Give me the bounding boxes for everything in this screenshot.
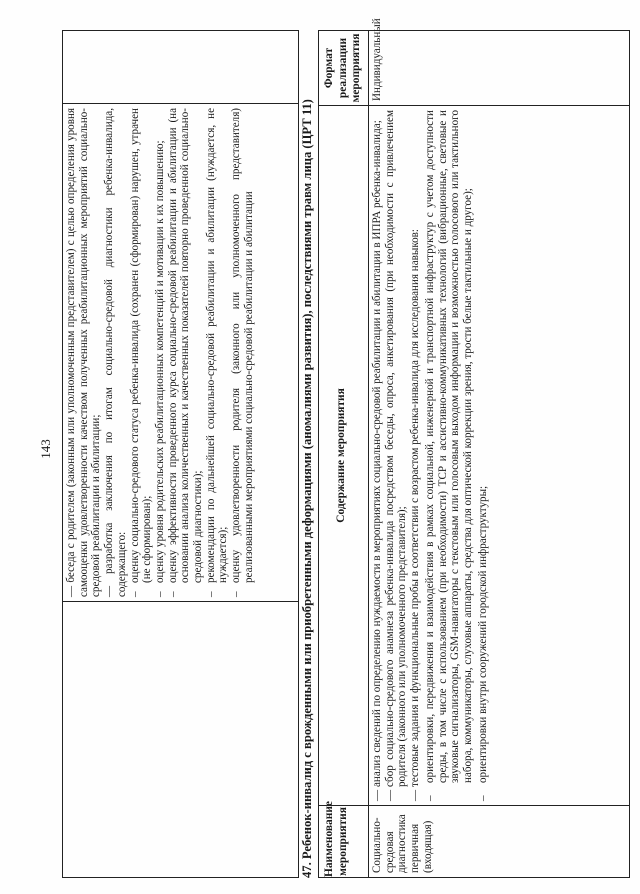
row-format: Индивидуальный xyxy=(371,18,383,101)
sub-item: – оценку эффективности проведенного курса социально-средовой реабилитации и абилитации (на основании анализа количественных и качественных показателей повторно проведенной социально-средовой диагностики); xyxy=(166,108,205,597)
sub-item: – оценку удовлетворенности родителя (законного или уполномоченного представителя) реализованными мероприятиями социально-средовой реабилитации и абилитации xyxy=(230,108,255,597)
header-format: Формат реализации мероприятия xyxy=(323,33,362,103)
content-line: — беседа с родителем (законным или уполномоченным представителем) с целью определения уровня самооценки удовлетворенности качеством полученных реабилитационных мероприятий социально-средовой реабилитации и абилитации; xyxy=(65,108,103,597)
sub-item: – оценку социально-средового статуса ребенка-инвалида (сохранен (сформирован) нарушен, утрачен (не сформирован); xyxy=(128,108,154,597)
table-header-row xyxy=(319,31,369,877)
continuation-format-cell xyxy=(63,31,298,103)
page-number: 143 xyxy=(38,439,53,459)
measures-table xyxy=(318,18,630,878)
row-name: Социально-средовая диагностика первичная (входящая) xyxy=(369,805,629,877)
content-bullet: – ориентировки, передвижения и взаимодействия в рамках социальной, инженерной и транспортной инфраструктур с учетом доступности среды, в том числе с использованием (при необходимости) ТСР и ассистивно-коммуникативных технологий (вибрационные, световые и звуковые сигнализаторы, GSM-навигаторы с текстовым или голосовым выходом информации и возможностью голосового или тактильного набора, коммуникаторы, слуховые аппараты, средства для оптической коррекции зрения, трости белые тактильные и другое); xyxy=(423,110,474,801)
continuation-name-cell xyxy=(63,601,298,877)
section-heading: 47. Ребенок-инвалид с врожденными или приобретенными деформациями (аномалиями развития), последствиями травм лица (ЦРТ 11) xyxy=(300,99,314,878)
continuation-content-cell xyxy=(63,103,298,601)
sub-item: – оценку уровня родительских реабилитационных компетенций и мотивации к их повышению; xyxy=(153,140,166,597)
sub-item: – рекомендации по дальнейшей социально-средовой реабилитации и абилитации (нуждается, не нуждается); xyxy=(204,108,230,597)
content-item: — тестовые задания и функциональные пробы в соответствии с возрастом ребенка-инвалида для исследования навыков: xyxy=(409,228,422,801)
content-bullet: – ориентировки внутри сооружений городской инфраструктуры; xyxy=(476,485,489,801)
content-item: — сбор социально-средового анамнеза ребенка-инвалида посредством беседы, опроса, анкетирования (при необходимости с привлечением родителя (законного или уполномоченного представителя); xyxy=(383,110,409,801)
content-item: — анализ сведений по определению нуждаемости в мероприятиях социально-средовой реабилитации и абилитации в ИПРА ребенка-инвалида; xyxy=(371,120,383,801)
header-name: Наименование мероприятия xyxy=(319,805,368,877)
header-content: Содержание мероприятия xyxy=(319,105,368,805)
table-row xyxy=(369,18,629,877)
continuation-table xyxy=(62,30,299,878)
content-line: — разработка заключения по итогам социально-средовой диагностики ребенка-инвалида, содержащего: xyxy=(103,108,128,597)
row-content xyxy=(369,105,629,805)
